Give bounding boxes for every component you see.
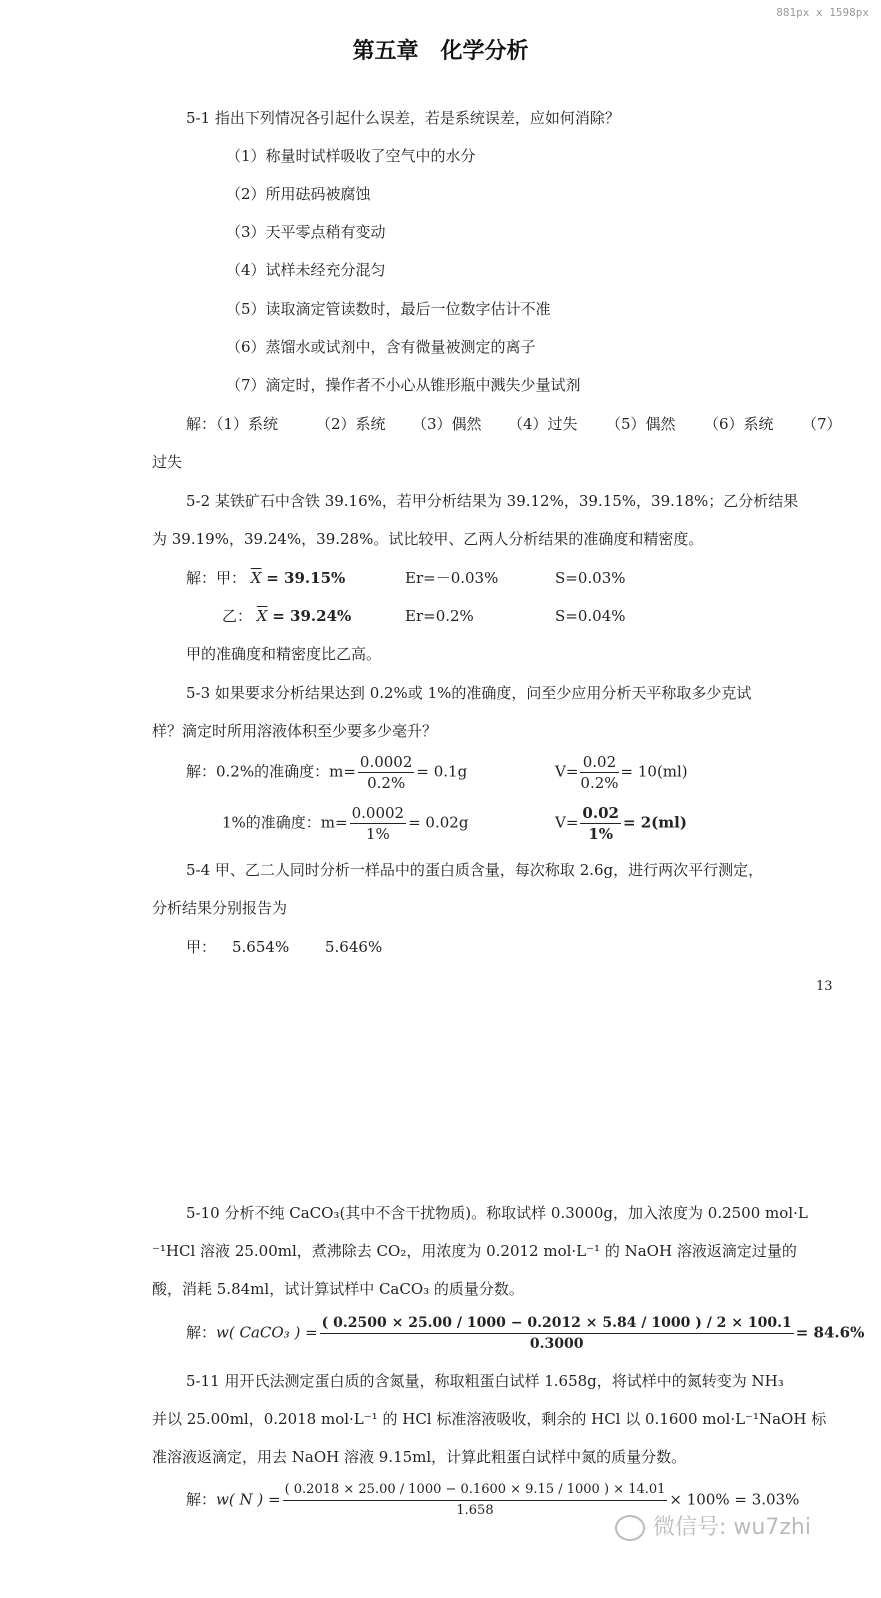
- question-5-2-cont: 为 39.19%，39.24%，39.28%。试比较甲、乙两人分析结果的准确度和精密度。: [152, 530, 704, 548]
- list-item: （2）所用砝码被腐蚀: [226, 185, 371, 203]
- list-item: （7）滴定时，操作者不小心从锥形瓶中溅失少量试剂: [226, 376, 581, 394]
- answer-item: （6）系统: [704, 415, 774, 433]
- answer-b: 乙： $\overline{X} = 39.24\%$: [222, 607, 352, 625]
- result-value: 5.654%: [232, 938, 290, 956]
- answer-b-s: S=0.04%: [555, 607, 626, 625]
- answer-item: （7）: [802, 415, 842, 433]
- answer-item: 解：（1）系统: [186, 415, 279, 433]
- question-5-3: 5-3 如果要求分析结果达到 0.2%或 1%的准确度，问至少应用分析天平称取多少克试: [186, 684, 752, 702]
- conclusion: 甲的准确度和精密度比乙高。: [186, 645, 382, 663]
- wechat-icon: [615, 1515, 645, 1541]
- formula-v1: V= $\frac{0.02}{0.2\%}$ = 10(ml): [555, 753, 688, 792]
- answer-a-er: Er=－0.03%: [405, 569, 499, 587]
- formula-m1: 解：0.2%的准确度：m= $\frac{0.0002}{0.2\%}$ = 0.1g: [186, 753, 468, 792]
- question-5-11-cont: 并以 25.00ml，0.2018 mol·L⁻¹ 的 HCl 标准溶液吸收，剩余的 HCl 以 0.1600 mol·L⁻¹NaOH 标: [152, 1410, 827, 1428]
- answer-item: （2）系统: [316, 415, 386, 433]
- chapter-title: 第五章 化学分析: [352, 39, 529, 64]
- question-5-11-cont: 准溶液返滴定，用去 NaOH 溶液 9.15ml，计算此粗蛋白试样中氮的质量分数。: [152, 1448, 687, 1466]
- result-value: 5.646%: [325, 938, 383, 956]
- question-5-4-cont: 分析结果分别报告为: [152, 899, 288, 917]
- question-5-11: 5-11 用开氏法测定蛋白质的含氮量，称取粗蛋白试样 1.658g，将试样中的氮转变为 NH₃: [186, 1372, 784, 1390]
- formula-5-10: 解：w( CaCO₃ ) = $\frac{( 0.2500 \times 25.00 / 1000 - 0.2012 \times 5.84 / 1000 ) / 2 \times 100.1}{0.3000}$ = 84.6%: [186, 1315, 865, 1352]
- formula-v2: V= $\frac{0.02}{1\%}$ = 2(ml): [555, 804, 687, 843]
- question-5-4: 5-4 甲、乙二人同时分析一样品中的蛋白质含量，每次称取 2.6g，进行两次平行测定，: [186, 861, 764, 879]
- page-number: 13: [816, 979, 833, 994]
- answer-item: （5）偶然: [606, 415, 676, 433]
- result-label: 甲：: [186, 938, 217, 956]
- question-5-3-cont: 样？滴定时所用溶液体积至少要多少毫升？: [152, 722, 438, 740]
- question-5-1: 5-1 指出下列情况各引起什么误差，若是系统误差，应如何消除？: [186, 109, 620, 127]
- formula-5-11: 解：w( N ) = $\frac{( 0.2018 \times 25.00 / 1000 - 0.1600 \times 9.15 / 1000 ) \times 14.01}{1.658}$ × 100% = 3.03%: [186, 1482, 800, 1518]
- list-item: （3）天平零点稍有变动: [226, 223, 386, 241]
- answer-a: 解：甲： $\overline{X} = 39.15\%$: [186, 569, 346, 587]
- question-5-10-cont: 酸，消耗 5.84ml，试计算试样中 CaCO₃ 的质量分数。: [152, 1280, 524, 1298]
- list-item: （1）称量时试样吸收了空气中的水分: [226, 147, 476, 165]
- answer-item: （4）过失: [508, 415, 578, 433]
- answer-b-er: Er=0.2%: [405, 607, 474, 625]
- wechat-watermark: 微信号: wu7zhi: [615, 1510, 811, 1541]
- answer-a-s: S=0.03%: [555, 569, 626, 587]
- answer-item: （3）偶然: [412, 415, 482, 433]
- list-item: （6）蒸馏水或试剂中，含有微量被测定的离子: [226, 338, 536, 356]
- answer-cont: 过失: [152, 453, 183, 471]
- question-5-10-cont: ⁻¹HCl 溶液 25.00ml，煮沸除去 CO₂，用浓度为 0.2012 mol·L⁻¹ 的 NaOH 溶液返滴定过量的: [152, 1242, 797, 1260]
- question-5-2: 5-2 某铁矿石中含铁 39.16%，若甲分析结果为 39.12%，39.15%，39.18%；乙分析结果: [186, 492, 799, 510]
- formula-m2: 1%的准确度：m= $\frac{0.0002}{1\%}$ = 0.02g: [222, 804, 469, 843]
- list-item: （5）读取滴定管读数时，最后一位数字估计不准: [226, 300, 551, 318]
- question-5-10: 5-10 分析不纯 CaCO₃(其中不含干扰物质)。称取试样 0.3000g，加入浓度为 0.2500 mol·L: [186, 1204, 808, 1222]
- dimension-label: 881px x 1598px: [776, 6, 869, 19]
- list-item: （4）试样未经充分混匀: [226, 261, 386, 279]
